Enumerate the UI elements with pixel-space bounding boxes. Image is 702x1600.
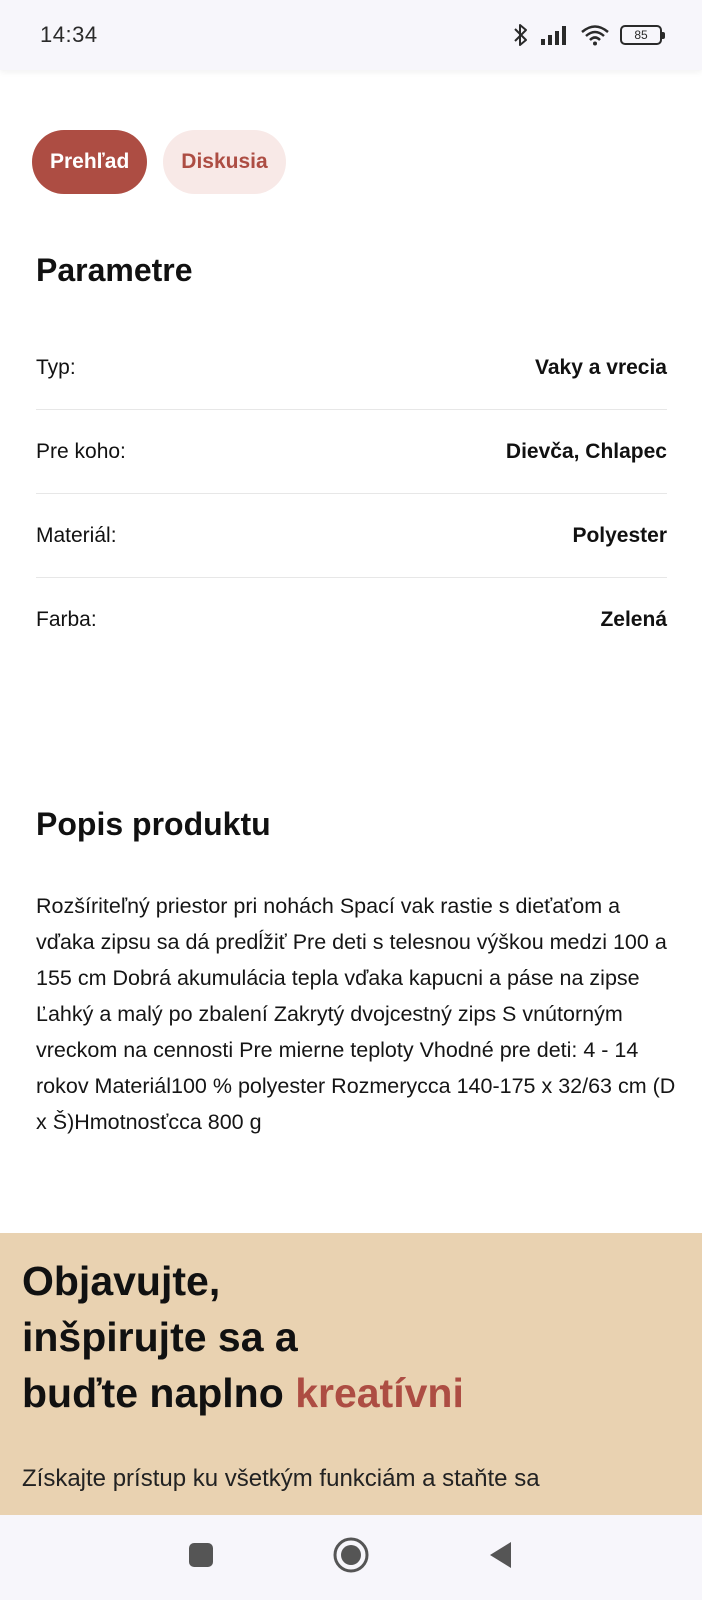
param-value: Polyester bbox=[572, 523, 667, 547]
battery-level: 85 bbox=[634, 28, 648, 42]
system-nav-bar bbox=[0, 1515, 702, 1600]
status-time: 14:34 bbox=[40, 22, 98, 47]
home-button[interactable] bbox=[276, 1515, 426, 1600]
battery-icon bbox=[620, 25, 662, 45]
recents-icon bbox=[187, 1541, 215, 1574]
status-bar bbox=[0, 0, 702, 70]
param-value: Zelená bbox=[600, 608, 667, 631]
promo-heading-line1: Objavujte, bbox=[22, 1258, 221, 1304]
signal-icon bbox=[540, 24, 570, 46]
param-label: Pre koho: bbox=[36, 439, 126, 463]
param-row-material bbox=[36, 494, 667, 578]
parameters-list bbox=[36, 326, 667, 662]
promo-heading bbox=[22, 1253, 464, 1421]
param-row-type bbox=[36, 326, 667, 410]
param-label: Farba: bbox=[36, 608, 97, 631]
home-icon bbox=[332, 1536, 370, 1579]
wifi-icon bbox=[580, 24, 610, 46]
promo-heading-line2: inšpirujte sa a bbox=[22, 1314, 298, 1360]
param-value: Vaky a vrecia bbox=[535, 355, 667, 379]
back-button[interactable] bbox=[426, 1515, 576, 1600]
promo-text: Získajte prístup ku všetkým funkciám a staňte sa bbox=[22, 1465, 540, 1492]
description-title: Popis produktu bbox=[36, 806, 271, 842]
param-row-color bbox=[36, 578, 667, 662]
promo-heading-accent: kreatívni bbox=[295, 1370, 464, 1416]
description-text: Rozšíriteľný priestor pri nohách Spací vak rastie s dieťaťom a vďaka zipsu sa dá predĺžiť Pre deti s telesnou výškou medzi 100 a 155 cm Dobrá akumulácia tepla vďaka kapucni a páse na zipse Ľahký a malý po zbalení Zakrytý dvojcestný zips S vnútorným vreckom na cennosti Pre mierne teploty Vhodné pre deti: 4 - 14 rokov Materiál100 % polyester Rozmerycca 140-175 x 32/63 cm (D x Š)Hmotnosťcca 800 g bbox=[36, 894, 676, 1134]
status-icons bbox=[512, 22, 662, 48]
param-label: Materiál: bbox=[36, 523, 117, 547]
param-row-for-whom bbox=[36, 410, 667, 494]
param-label: Typ: bbox=[36, 355, 76, 379]
promo-banner bbox=[0, 1233, 702, 1533]
promo-heading-line3-text: buďte naplno bbox=[22, 1370, 284, 1416]
parameters-title: Parametre bbox=[36, 252, 193, 288]
bluetooth-icon bbox=[512, 22, 530, 48]
tab-overview[interactable]: Prehľad bbox=[32, 130, 147, 194]
tab-bar bbox=[32, 130, 286, 194]
promo-heading-line3 bbox=[22, 1365, 464, 1421]
recents-button[interactable] bbox=[126, 1515, 276, 1600]
back-icon bbox=[487, 1540, 515, 1575]
param-value: Dievča, Chlapec bbox=[505, 439, 667, 463]
tab-discussion[interactable]: Diskusia bbox=[163, 130, 285, 194]
